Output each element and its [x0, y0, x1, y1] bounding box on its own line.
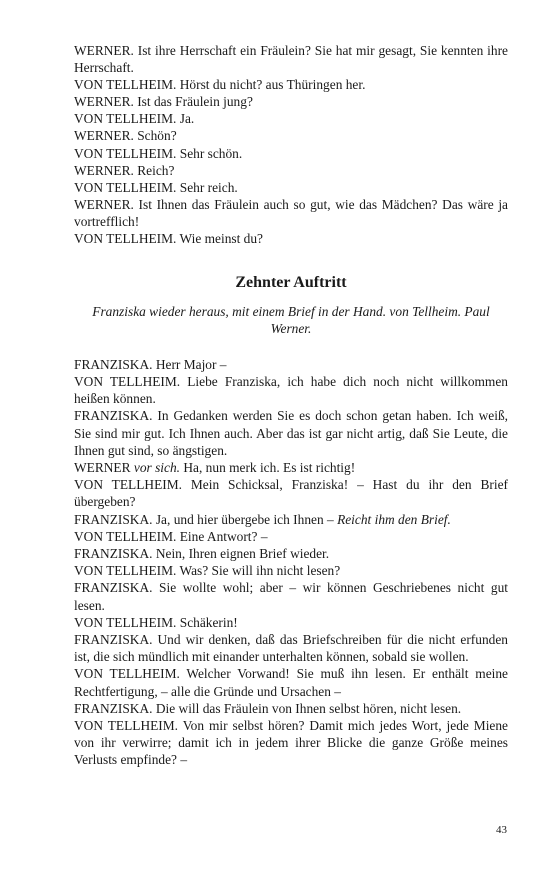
dialogue-line: VON TELLHEIM. Sehr reich.: [74, 179, 238, 195]
dialogue-line: WERNER. Ist Ihnen das Fräulein auch so gut, wie das Mädchen? Das wäre ja vortrefflich!: [74, 196, 508, 229]
dialogue-line: FRANZISKA. In Gedanken werden Sie es doch schon getan haben. Ich weiß, Sie sind mir gut. Ich Ihnen auch. Aber das ist gar nicht artig, daß Sie Leute, die Ihnen gut sind, so ängstigen.: [74, 408, 508, 458]
line-text: Ha, nun merk ich. Es ist richtig!: [180, 459, 356, 475]
dialogue-line: WERNER. Reich?: [74, 162, 175, 178]
dialogue-line: FRANZISKA. Und wir denken, daß das Briefschreiben für die nicht erfunden ist, die sich mündlich mit einander unterhalten können, sobald sie wollen.: [74, 631, 508, 665]
dialogue-line: FRANZISKA. Herr Major –: [74, 356, 227, 372]
inline-stage-direction: Reicht ihm den Brief.: [337, 511, 451, 527]
dialogue-line: VON TELLHEIM. Von mir selbst hören? Damit mich jedes Wort, jede Miene von ihr verwirre; damit ich in jedem ihrer Blicke die ganze Größe meines Verlusts empfinde? –: [74, 717, 508, 768]
dialogue-line: VON TELLHEIM. Sehr schön.: [74, 145, 243, 161]
dialogue-line: VON TELLHEIM. Schäkerin!: [74, 614, 238, 630]
stage-direction: Franziska wieder heraus, mit einem Brief in der Hand. von Tellheim. Paul Werner.: [92, 304, 490, 337]
dialogue-line: WERNER. Ist ihre Herrschaft ein Fräulein? Sie hat mir gesagt, Sie kennten ihre Herrschaft.: [74, 43, 508, 76]
dialogue-line: WERNER. Ist das Fräulein jung?: [74, 94, 253, 110]
dialogue-block-2: [74, 356, 508, 769]
dialogue-line: FRANZISKA. Die will das Fräulein von Ihnen selbst hören, nicht lesen.: [74, 700, 462, 716]
dialogue-line: [74, 459, 508, 476]
page-text: [74, 42, 508, 769]
page-number: 43: [496, 824, 507, 836]
dialogue-line: VON TELLHEIM. Ja.: [74, 111, 195, 127]
dialogue-line: VON TELLHEIM. Hörst du nicht? aus Thüringen her.: [74, 77, 366, 93]
line-text: FRANZISKA. Ja, und hier übergebe ich Ihnen –: [74, 511, 338, 527]
dialogue-line: VON TELLHEIM. Eine Antwort? –: [74, 528, 268, 544]
dialogue-line: VON TELLHEIM. Mein Schicksal, Franziska! – Hast du ihr den Brief übergeben?: [74, 477, 508, 510]
dialogue-line: FRANZISKA. Sie wollte wohl; aber – wir können Geschriebenes nicht gut lesen.: [74, 580, 508, 613]
dialogue-line: VON TELLHEIM. Welcher Vorwand! Sie muß ihn lesen. Er enthält meine Rechtfertigung, – alle die Gründe und Ursachen –: [74, 666, 508, 699]
dialogue-line: [74, 511, 508, 528]
speaker-name: WERNER: [74, 459, 134, 475]
inline-stage-direction: vor sich.: [133, 459, 181, 475]
dialogue-line: VON TELLHEIM. Wie meinst du?: [74, 231, 264, 247]
dialogue-line: VON TELLHEIM. Liebe Franziska, ich habe dich noch nicht willkommen heißen können.: [74, 373, 508, 407]
dialogue-block-1: [74, 42, 508, 247]
scene-title: Zehnter Auftritt: [235, 274, 347, 292]
dialogue-line: WERNER. Schön?: [74, 128, 177, 144]
dialogue-line: FRANZISKA. Nein, Ihren eignen Brief wieder.: [74, 545, 330, 561]
dialogue-line: VON TELLHEIM. Was? Sie will ihn nicht lesen?: [74, 563, 341, 579]
